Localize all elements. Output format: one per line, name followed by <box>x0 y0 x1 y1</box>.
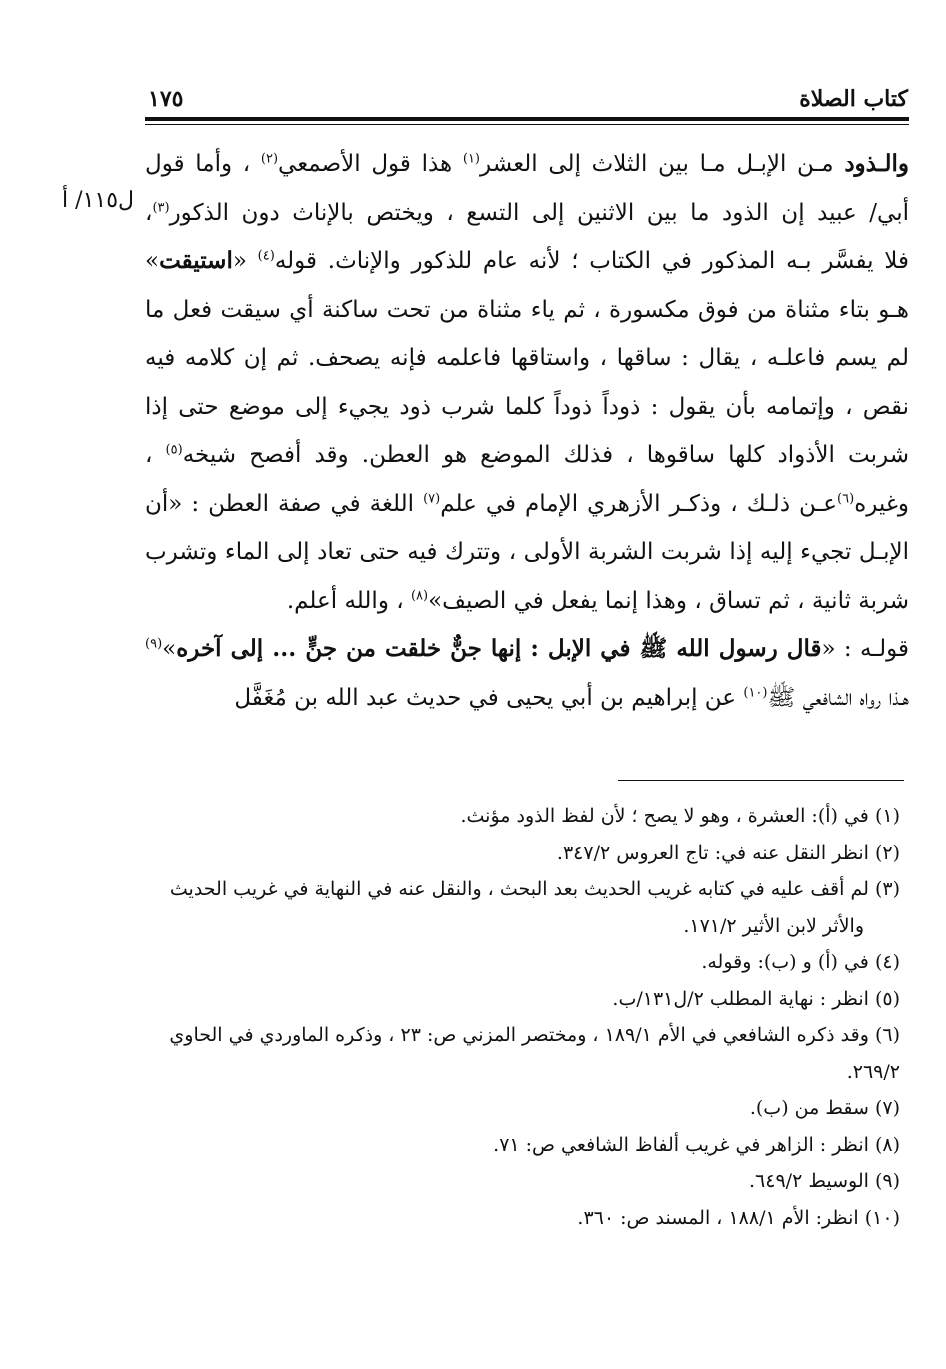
text-segment: شربت الأذواد كلها ساقوها ، فذلك الموضع هو العطن. وقد أفصح شيخه <box>182 442 909 468</box>
footnote-text: وقد ذكره الشافعي في الأم ١٨٩/١ ، ومختصر المزني ص: ٢٣ ، وذكره الماوردي في الحاوي ٢٦٩/٢. <box>169 1024 900 1083</box>
footnote-text: انظر : نهاية المطلب ٢/ل١٣١/ب. <box>612 987 875 1010</box>
footnote-number: (٧) <box>874 1097 900 1119</box>
footnote-text: الوسيط ٦٤٩/٢. <box>749 1170 875 1192</box>
text-segment: قولـه : « <box>821 636 909 662</box>
text-line <box>145 383 909 432</box>
text-line <box>145 140 909 189</box>
footnote-reference: (٩) <box>145 636 163 652</box>
text-segment: شربة ثانية ، ثم تساق ، وهذا إنما يفعل في الصيف» <box>428 587 909 614</box>
footnote-reference: (٨) <box>410 587 429 603</box>
text-segment: » <box>145 248 160 274</box>
text-segment: ، <box>145 442 166 468</box>
text-line <box>145 286 909 335</box>
footnote-text: لم أقف عليه في كتابه غريب الحديث بعد البحث ، والنقل عنه في النهاية في غريب الحديث <box>169 878 875 900</box>
text-segment: نقص ، وإتمامه بأن يقول : ذوداً ذوداً كلما شرب ذود يجيء إلى موضع حتى إذا <box>145 393 909 420</box>
text-line <box>145 480 909 529</box>
footnote <box>140 1090 908 1127</box>
footnote-number: (١٠) <box>864 1206 900 1229</box>
text-segment: عن إبراهيم بن أبي يحيى في حديث عبد الله بن مُغَفَّل <box>234 684 744 711</box>
bold-quote: قال رسول الله ﷺ في الإبل : إنها جنٌّ خلقت من جنٍّ ... إلى آخره <box>176 635 822 662</box>
footnote-number: (٥) <box>874 987 900 1010</box>
text-line <box>145 577 909 626</box>
header-rule-thin <box>145 124 909 125</box>
text-segment: ، وأما قول <box>145 151 261 177</box>
footnote-reference: (٧) <box>423 490 441 506</box>
text-segment: الإبـل تجيء إليه إذا شربت الشربة الأولى ، وتترك فيه حتى تعاد إلى الماء وتشرب <box>145 539 909 565</box>
bold-quote: والـذود <box>844 150 909 177</box>
footnote-separator <box>618 780 904 781</box>
bold-quote: استيقت <box>159 247 233 274</box>
footnote-reference: (٢) <box>260 151 279 167</box>
text-segment: عـن ذلـك ، وذكـر الأزهري الإمام في علم <box>440 490 838 517</box>
footnote-number: (٩) <box>874 1170 900 1192</box>
footnote <box>140 981 908 1018</box>
footnote-number: (١) <box>874 805 900 827</box>
text-line <box>145 431 909 480</box>
running-header <box>148 80 908 120</box>
footnote <box>140 1163 908 1200</box>
footnote-number: (٨) <box>874 1133 900 1156</box>
footnote-number: (٢) <box>874 841 900 864</box>
footnote-text: في (أ) و (ب): وقوله. <box>701 951 875 973</box>
text-segment: هـذا رواه الشافعي ﷺ <box>767 684 909 711</box>
text-segment: مـن الإبـل مـا بين الثلاث إلى العشر <box>480 151 845 177</box>
text-segment: اللغة في صفة العطن : «أن <box>145 490 424 517</box>
footnote <box>140 871 908 944</box>
book-title: كتاب الصلاة <box>799 86 908 112</box>
text-segment: وغيره <box>854 490 909 517</box>
text-line <box>145 334 909 383</box>
text-segment: ، والله أعلم. <box>286 587 411 614</box>
footnote <box>140 1017 908 1090</box>
text-segment: فلا يفسَّر بـه المذكور في الكتاب ؛ لأنه عام للذكور والإناث. قوله <box>274 248 909 274</box>
footnote-number: (٤) <box>874 951 900 973</box>
footnote-text: سقط من (ب). <box>749 1097 875 1119</box>
page-number: ١٧٥ <box>148 86 184 112</box>
footnote-number: (٦) <box>874 1024 900 1046</box>
footnotes <box>140 798 908 1236</box>
footnote <box>140 1127 908 1164</box>
footnote-reference: (٦) <box>837 490 855 506</box>
text-line <box>145 237 909 286</box>
footnote-reference: (٤) <box>257 248 275 264</box>
text-segment: أبي/ عبيد إن الذود ما بين الاثنين إلى التسع ، ويختص بالإناث دون الذكور <box>169 199 909 226</box>
text-segment: هـو بتاء مثناة من فوق مكسورة ، ثم ياء مثناة من تحت ساكنة أي سيقت فعل ما <box>145 296 909 323</box>
text-segment: » <box>162 636 177 662</box>
footnote <box>140 1200 908 1237</box>
footnote-continuation: والأثر لابن الأثير ١٧١/٢. <box>683 914 864 937</box>
manuscript-folio-marker: ل١١٥/ أ <box>62 188 134 213</box>
header-rule-thick <box>145 117 909 121</box>
text-segment: هذا قول الأصمعي <box>278 151 463 177</box>
footnote-reference: (١) <box>462 151 480 167</box>
footnote-text: انظر : الزاهر في غريب ألفاظ الشافعي ص: ٧١. <box>493 1133 875 1156</box>
text-segment: لم يسم فاعلـه ، يقال : ساقها ، واستاقها فاعلمه فإنه يصحف. ثم إن كلامه فيه <box>145 345 909 371</box>
text-segment: ، <box>145 199 153 226</box>
footnote-reference: (١٠) <box>743 684 768 700</box>
footnote-number: (٣) <box>874 878 900 900</box>
main-text <box>145 140 909 722</box>
footnote-reference: (٥) <box>165 442 183 458</box>
footnote <box>140 835 908 872</box>
footnote-text: انظر: الأم ١٨٨/١ ، المسند ص: ٣٦٠. <box>577 1206 865 1229</box>
footnote <box>140 944 908 981</box>
text-segment: « <box>232 248 258 274</box>
text-line <box>145 674 909 723</box>
footnote-text: انظر النقل عنه في: تاج العروس ٣٤٧/٢. <box>556 841 875 864</box>
footnote-reference: (٣) <box>152 199 170 215</box>
footnote <box>140 798 908 835</box>
text-line <box>145 189 909 238</box>
text-line <box>145 625 909 674</box>
footnote-text: في (أ): العشرة ، وهو لا يصح ؛ لأن لفظ الذود مؤنث. <box>460 805 875 827</box>
text-line <box>145 528 909 577</box>
